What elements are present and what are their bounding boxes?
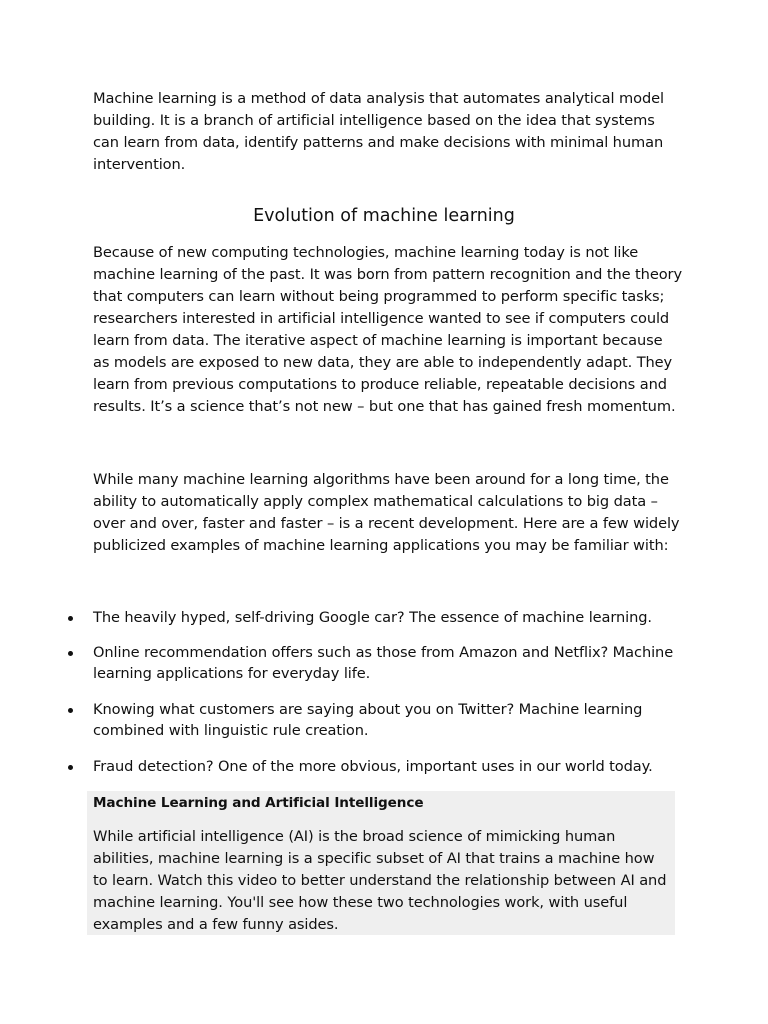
bullet-item (93, 607, 683, 628)
bullet-dot-icon (68, 651, 73, 656)
bullet-text: The heavily hyped, self-driving Google car? The essence of machine learning. (93, 609, 652, 626)
evolution-paragraph-1: Because of new computing technologies, machine learning today is not like machine learning of the past. It was born from pattern recognition and the theory that computers can learn without being programmed to perform specific tasks; researchers interested in artificial intelligence wanted to see if computers could learn from data. The iterative aspect of machine learning is important because as models are exposed to new data, they are able to independently adapt. They learn from previous computations to produce reliable, repeatable decisions and results. It’s a science that’s not new – but one that has gained fresh momentum. (93, 244, 682, 415)
bullet-text: Online recommendation offers such as those from Amazon and Netflix? Machine learning applications for everyday life. (93, 644, 674, 682)
ml-ai-shaded-section (87, 791, 675, 935)
bullet-dot-icon (68, 765, 73, 770)
bullet-item (93, 699, 683, 741)
ml-ai-paragraph: While artificial intelligence (AI) is the broad science of mimicking human abilities, machine learning is a specific subset of AI that trains a machine how to learn. Watch this video to better understand the relationship between AI and machine learning. You'll see how these two technologies work, with useful examples and a few funny asides. (93, 828, 667, 933)
bullet-item (93, 756, 683, 777)
section-heading-evolution: Evolution of machine learning (253, 206, 515, 226)
intro-paragraph: Machine learning is a method of data analysis that automates analytical model building. It is a branch of artificial intelligence based on the idea that systems can learn from data, identify patterns and make decisions with minimal human intervention. (93, 90, 664, 173)
bullet-item (93, 642, 683, 684)
bullet-dot-icon (68, 708, 73, 713)
section-heading-ml-ai: Machine Learning and Artificial Intelligence (93, 795, 424, 811)
bullet-text: Fraud detection? One of the more obvious, important uses in our world today. (93, 758, 653, 775)
bullet-text: Knowing what customers are saying about you on Twitter? Machine learning combined with linguistic rule creation. (93, 701, 643, 739)
bullet-dot-icon (68, 616, 73, 621)
evolution-paragraph-2: While many machine learning algorithms have been around for a long time, the ability to automatically apply complex mathematical calculations to big data – over and over, faster and faster – is a recent development. Here are a few widely publicized examples of machine learning applications you may be familiar with: (93, 471, 680, 554)
